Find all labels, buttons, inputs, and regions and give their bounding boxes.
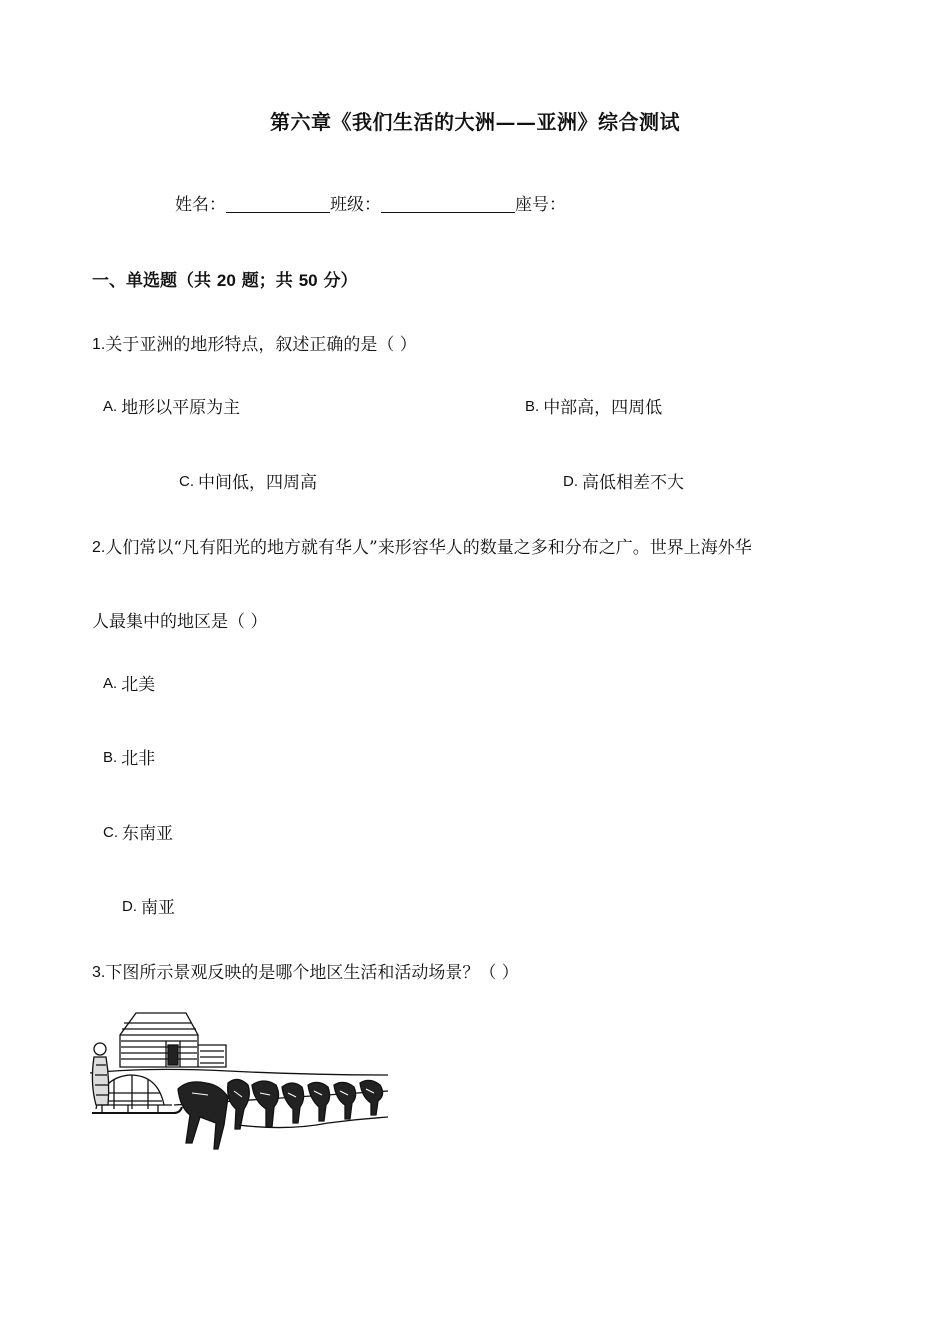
q2-option-b[interactable]: B. 北非 <box>103 749 156 769</box>
question-text: 下图所示景观反映的是哪个地区生活和活动场景？（ ） <box>105 963 519 983</box>
q1-option-a[interactable]: A. 地形以平原为主 <box>103 398 241 418</box>
question-text: 关于亚洲的地形特点，叙述正确的是（ ） <box>105 335 417 355</box>
question-text: 人们常以“凡有阳光的地方就有华人”来形容华人的数量之多和分布之广。世界上海外华 <box>105 538 752 558</box>
question-1 <box>92 330 417 355</box>
question-number: 1. <box>92 336 106 353</box>
q1-option-b[interactable]: B. 中部高，四周低 <box>525 398 663 418</box>
seat-label: 座号： <box>515 195 566 215</box>
name-label: 姓名： <box>175 195 226 215</box>
page-title: 第六章《我们生活的大洲——亚洲》综合测试 <box>270 110 680 134</box>
name-blank[interactable] <box>226 211 330 213</box>
question-number: 3. <box>92 964 106 981</box>
q1-option-d[interactable]: D. 高低相差不大 <box>563 473 684 493</box>
question-2-line-1 <box>92 533 752 558</box>
question-3 <box>92 958 519 983</box>
section-heading: 一、单选题（共 20 题；共 50 分） <box>92 271 358 291</box>
q2-option-c[interactable]: C. 东南亚 <box>103 824 173 844</box>
q2-option-d[interactable]: D. 南亚 <box>122 898 175 918</box>
question-number: 2. <box>92 539 106 556</box>
dog-sled-illustration <box>88 1005 393 1155</box>
class-label: 班级： <box>330 195 381 215</box>
student-info-line <box>175 190 566 215</box>
q1-option-c[interactable]: C. 中间低，四周高 <box>179 473 317 493</box>
class-blank[interactable] <box>381 211 515 213</box>
q2-option-a[interactable]: A. 北美 <box>103 675 156 695</box>
question-2-line-2: 人最集中的地区是（ ） <box>92 612 268 632</box>
